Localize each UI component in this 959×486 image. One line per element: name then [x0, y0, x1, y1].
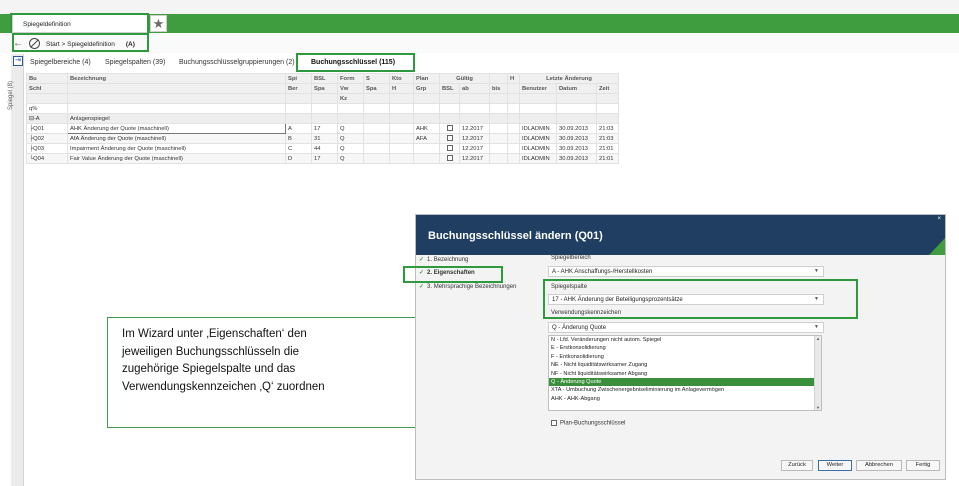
tab-buchungsschluessel[interactable]: Buchungsschlüssel (115): [311, 59, 396, 66]
col-header[interactable]: Form: [338, 74, 364, 84]
cancel-button[interactable]: Abbrechen: [856, 460, 902, 471]
dialog-corner-accent: [929, 238, 945, 255]
spiegelspalte-label: Spiegelspalte: [551, 284, 588, 290]
table-header-row: [27, 94, 619, 104]
row-key: ├Q02: [27, 134, 68, 144]
row-ab: 12.2017: [460, 124, 490, 134]
step-label: 3. Mehrsprachige Bezeichnungen: [427, 284, 517, 290]
row-user: IDLADMIN: [520, 154, 557, 164]
spiegelbereich-label: Spiegelbereich: [551, 255, 591, 261]
list-item[interactable]: E - Erstkonsolidierung: [551, 345, 606, 352]
row-name[interactable]: Impairment Änderung der Quote (maschinell): [68, 144, 286, 154]
col-header: [597, 94, 619, 104]
filter-input[interactable]: [364, 104, 390, 114]
filter-input-key[interactable]: q%: [27, 104, 68, 114]
list-item[interactable]: AHK - AHK-Abgang: [551, 395, 600, 402]
list-item[interactable]: NE - Nicht liquiditätswirksamer Zugang: [551, 362, 648, 369]
note-line: Verwendungskennzeichen ‚Q‘ zuordnen: [122, 380, 325, 393]
step-label: 1. Bezeichnung: [427, 257, 469, 263]
group-row[interactable]: [27, 114, 619, 124]
list-item[interactable]: XTA - Umbuchung Zwischenergebniseliminierung im Anlagevermögen: [551, 387, 725, 394]
col-header: [440, 94, 460, 104]
row-grp: [414, 154, 440, 164]
col-header[interactable]: Gültig: [440, 74, 490, 84]
col-header: [460, 94, 490, 104]
row-spi: C: [286, 144, 312, 154]
col-header[interactable]: Kz: [338, 94, 364, 104]
col-header[interactable]: [508, 84, 520, 94]
row-name[interactable]: AHK Änderung der Quote (maschinell): [68, 124, 286, 134]
col-header[interactable]: Spi: [286, 74, 312, 84]
row-spi: A: [286, 124, 312, 134]
filter-input[interactable]: [597, 104, 619, 114]
scroll-up-icon[interactable]: ▲: [816, 336, 820, 341]
filter-input[interactable]: [338, 104, 364, 114]
plan-booking-key-label: Plan-Buchungsschlüssel: [560, 420, 626, 427]
row-date: 30.09.2013: [557, 124, 597, 134]
row-time: 21:03: [597, 124, 619, 134]
filter-input[interactable]: [312, 104, 338, 114]
verwendung-label: Verwendungskennzeichen: [551, 310, 622, 316]
col-header[interactable]: Schl: [27, 84, 68, 94]
group-key[interactable]: ⊟-A: [27, 114, 68, 124]
col-header: [520, 94, 557, 104]
row-spa: 17: [312, 124, 338, 134]
row-date: 30.09.2013: [557, 144, 597, 154]
row-time: 21:01: [597, 154, 619, 164]
note-line: jeweiligen Buchungsschlüsseln die: [122, 345, 300, 358]
verwendung-select[interactable]: [548, 322, 824, 333]
row-date: 30.09.2013: [557, 134, 597, 144]
filter-input[interactable]: [490, 104, 508, 114]
row-spi: B: [286, 134, 312, 144]
filter-row: [27, 104, 619, 114]
col-header: [490, 94, 508, 104]
row-grp: [414, 144, 440, 154]
col-header[interactable]: Spa: [364, 84, 390, 94]
col-header[interactable]: BSL: [312, 74, 338, 84]
side-panel: [11, 54, 24, 486]
col-header: [27, 94, 68, 104]
filter-input[interactable]: [286, 104, 312, 114]
col-header[interactable]: bis: [490, 84, 508, 94]
col-header[interactable]: H: [508, 74, 520, 84]
dialog-title: Buchungsschlüssel ändern (Q01): [416, 215, 945, 255]
col-header[interactable]: Zeit: [597, 84, 619, 94]
col-header: [364, 94, 390, 104]
chevron-down-icon[interactable]: ▼: [814, 296, 819, 302]
list-scrollbar[interactable]: [814, 336, 821, 410]
tab-spiegelbereiche[interactable]: Spiegelbereiche (4): [30, 59, 91, 66]
filter-input[interactable]: [557, 104, 597, 114]
scroll-down-icon[interactable]: ▼: [816, 405, 820, 410]
row-time: 21:01: [597, 144, 619, 154]
back-button[interactable]: Zurück: [781, 460, 813, 471]
col-header: [68, 94, 286, 104]
breadcrumb-path[interactable]: Start > Spiegeldefinition: [46, 41, 115, 48]
col-header[interactable]: Datum: [557, 84, 597, 94]
highlight-box-tab: [10, 13, 149, 35]
row-grp: AFA: [414, 134, 440, 144]
row-spa: 17: [312, 154, 338, 164]
group-label: Anlagenspiegel: [68, 114, 286, 124]
note-line: zugehörige Spiegelspalte und das: [122, 363, 296, 375]
spiegelbereich-value: A - AHK Anschaffungs-/Herstellkosten: [552, 269, 653, 275]
table-header-row: [27, 84, 619, 94]
table-row[interactable]: [27, 154, 619, 164]
col-header: [414, 94, 440, 104]
row-user: IDLADMIN: [520, 134, 557, 144]
col-header[interactable]: BSL: [440, 84, 460, 94]
row-name[interactable]: AfA Änderung der Quote (maschinell): [68, 134, 286, 144]
plan-checkbox[interactable]: [447, 135, 453, 141]
wizard-step-bezeichnung[interactable]: [419, 256, 468, 263]
window-tab[interactable]: Spiegeldefinition: [12, 14, 148, 33]
col-header[interactable]: Vw: [338, 84, 364, 94]
col-header: [312, 94, 338, 104]
list-item-selected[interactable]: Q - Änderung Quote: [549, 378, 821, 386]
table-row[interactable]: [27, 134, 619, 144]
plan-booking-key-option[interactable]: [551, 420, 625, 427]
tab-buchungsschluesselgruppierungen[interactable]: Buchungsschlüsselgruppierungen (2): [179, 59, 295, 66]
row-vw: Q: [338, 134, 364, 144]
verwendung-dropdown-list[interactable]: [548, 335, 822, 411]
col-header[interactable]: [68, 84, 286, 94]
row-user: IDLADMIN: [520, 124, 557, 134]
highlight-box-step: [403, 266, 503, 283]
highlight-box-breadcrumb: [12, 33, 149, 52]
row-vw: Q: [338, 144, 364, 154]
col-header[interactable]: S: [364, 74, 390, 84]
filter-input[interactable]: [520, 104, 557, 114]
finish-button[interactable]: Fertig: [906, 460, 940, 471]
spiegelbereich-select[interactable]: [548, 266, 824, 277]
chevron-down-icon[interactable]: ▼: [814, 268, 819, 274]
row-date: 30.09.2013: [557, 154, 597, 164]
col-header[interactable]: H: [390, 84, 414, 94]
row-user: IDLADMIN: [520, 144, 557, 154]
plan-checkbox[interactable]: [447, 155, 453, 161]
expand-panel-icon[interactable]: ⇥: [13, 56, 23, 66]
col-header: [557, 94, 597, 104]
row-ab: 12.2017: [460, 144, 490, 154]
favorite-star-icon[interactable]: ★: [150, 15, 167, 32]
col-header[interactable]: Letzte Änderung: [520, 74, 619, 84]
list-item[interactable]: NF - Nicht liquiditätswirksamer Abgang: [551, 370, 648, 377]
filter-input[interactable]: [390, 104, 414, 114]
row-time: 21:03: [597, 134, 619, 144]
tab-spiegelspalten[interactable]: Spiegelspalten (39): [105, 59, 166, 66]
side-panel-label[interactable]: Spiegel (8): [8, 80, 14, 110]
col-header[interactable]: Bu: [27, 74, 68, 84]
spiegelspalte-value: 17 - AHK Änderung der Beteiligungsprozentsätze: [552, 297, 683, 303]
col-header[interactable]: ab: [460, 84, 490, 94]
col-header[interactable]: Ber: [286, 84, 312, 94]
filter-input[interactable]: [440, 104, 460, 114]
col-header[interactable]: Spa: [312, 84, 338, 94]
row-spa: 31: [312, 134, 338, 144]
back-arrow-icon[interactable]: ←: [13, 38, 23, 49]
filter-input[interactable]: [460, 104, 490, 114]
table-row[interactable]: [27, 124, 619, 134]
highlight-box-active-tab: [296, 53, 415, 72]
plan-checkbox[interactable]: [447, 145, 453, 151]
check-icon: ✓: [419, 270, 425, 276]
close-icon[interactable]: ×: [937, 216, 941, 222]
col-header: [508, 94, 520, 104]
check-icon: ✓: [419, 284, 425, 290]
filter-input[interactable]: [68, 104, 286, 114]
note-line: Im Wizard unter ‚Eigenschaften‘ den: [122, 328, 307, 340]
step-label: 2. Eigenschaften: [427, 270, 475, 276]
table-row[interactable]: [27, 144, 619, 154]
col-header: [286, 94, 312, 104]
row-grp: AHK: [414, 124, 440, 134]
booking-key-table: [26, 73, 619, 164]
list-item[interactable]: F - Entkonsolidierung: [551, 353, 604, 360]
col-header[interactable]: Plan: [414, 74, 440, 84]
next-button[interactable]: Weiter: [818, 460, 852, 471]
row-vw: Q: [338, 124, 364, 134]
verwendung-value: Q - Änderung Quote: [552, 325, 607, 331]
row-spa: 44: [312, 144, 338, 154]
row-ab: 12.2017: [460, 134, 490, 144]
list-item[interactable]: N - Lfd. Veränderungen nicht autom. Spiegel: [551, 337, 662, 343]
chevron-down-icon[interactable]: ▼: [814, 324, 819, 330]
row-ab: 12.2017: [460, 154, 490, 164]
row-key: ├Q01: [27, 124, 68, 134]
check-icon: ✓: [419, 257, 425, 263]
filter-input[interactable]: [414, 104, 440, 114]
col-header: [390, 94, 414, 104]
plan-checkbox[interactable]: [447, 125, 453, 131]
col-header[interactable]: [490, 74, 508, 84]
col-header[interactable]: Grp: [414, 84, 440, 94]
filter-input[interactable]: [508, 104, 520, 114]
plan-booking-key-checkbox[interactable]: [551, 420, 557, 426]
col-header[interactable]: Benutzer: [520, 84, 557, 94]
table-header-row: [27, 74, 619, 84]
wizard-step-mehrsprachig[interactable]: [419, 283, 516, 290]
breadcrumb-suffix: (A): [125, 41, 135, 48]
row-key: └Q04: [27, 154, 68, 164]
row-key: ├Q03: [27, 144, 68, 154]
instruction-note: [107, 317, 436, 428]
col-header[interactable]: Bezeichnung: [68, 74, 286, 84]
row-spi: D: [286, 154, 312, 164]
col-header[interactable]: Kto: [390, 74, 414, 84]
row-name[interactable]: Fair Value Änderung der Quote (maschinell): [68, 154, 286, 164]
row-vw: Q: [338, 154, 364, 164]
